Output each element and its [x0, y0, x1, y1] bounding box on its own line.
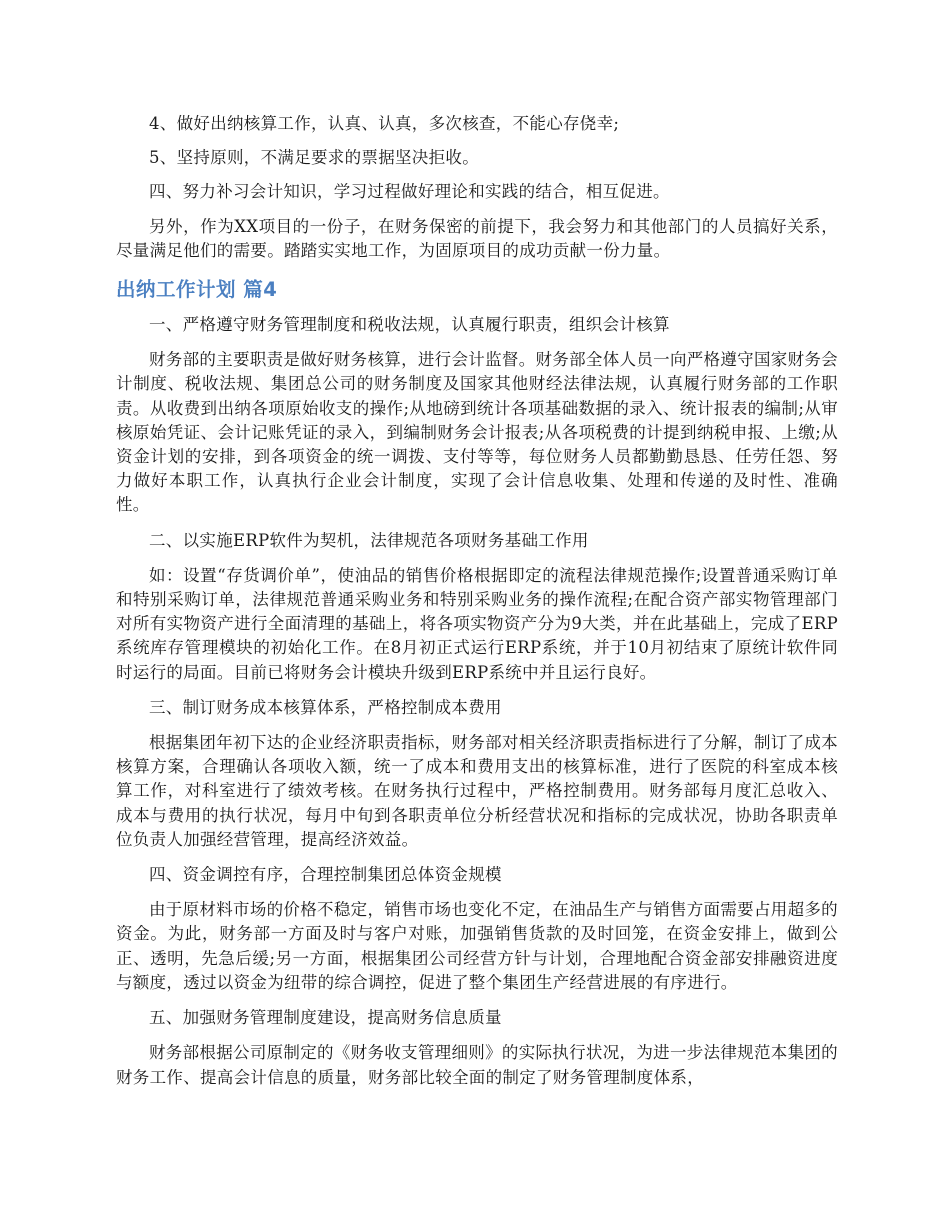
- body-4: 由于原材料市场的价格不稳定，销售市场也变化不定，在油品生产与销售方面需要占用超多的资金。为此，财务部一方面及时与客户对账，加强销售货款的及时回笼，在资金安排上，做到公正、透明，先急后缓;另一方面，根据集团公司经营方针与计划，合理地配合资金部安排融资进度与额度，透过以资金为纽带的综合调控，促进了整个集团生产经营进展的有序进行。: [116, 900, 838, 992]
- body-3: 根据集团年初下达的企业经济职责指标，财务部对相关经济职责指标进行了分解，制订了成本核算方案，合理确认各项收入额，统一了成本和费用支出的核算标准，进行了医院的科室成本核算工作，对科室进行了绩效考核。在财务执行过程中，严格控制费用。财务部每月度汇总收入、成本与费用的执行状况，每月中旬到各职责单位分析经营状况和指标的完成状况，协助各职责单位负责人加强经营管理，提高经济效益。: [116, 733, 838, 849]
- body-5: 财务部根据公司原制定的《财务收支管理细则》的实际执行状况，为进一步法律规范本集团的财务工作、提高会计信息的质量，财务部比较全面的制定了财务管理制度体系，: [116, 1043, 838, 1087]
- subheading-3: 三、制订财务成本核算体系，严格控制成本费用: [149, 697, 502, 717]
- subheading-5: 五、加强财务管理制度建设，提高财务信息质量: [149, 1008, 502, 1028]
- paragraph-item-5: 5、坚持原则，不满足要求的票据坚决拒收。: [149, 148, 479, 168]
- body-1: 财务部的主要职责是做好财务核算，进行会计监督。财务部全体人员一向严格遵守国家财务会计制度、税收法规、集团总公司的财务制度及国家其他财经法律法规，认真履行财务部的工作职责。从收费到出纳各项原始收支的操作;从地磅到统计各项基础数据的录入、统计报表的编制;从审核原始凭证、会计记账凭证的录入，到编制财务会计报表;从各项税费的计提到纳税申报、上缴;从资金计划的安排，到各项资金的统一调拨、支付等等，每位财务人员都勤勤恳恳、任劳任怨、努力做好本职工作，认真执行企业会计制度，实现了会计信息收集、处理和传递的及时性、准确性。: [116, 350, 838, 515]
- section-title: 出纳工作计划 篇4: [116, 278, 278, 302]
- subheading-2: 二、以实施ERP软件为契机，法律规范各项财务基础工作用: [149, 530, 589, 550]
- subheading-1: 一、严格遵守财务管理制度和税收法规，认真履行职责，组织会计核算: [149, 315, 670, 335]
- paragraph-item-study: 四、努力补习会计知识，学习过程做好理论和实践的结合，相互促进。: [149, 182, 670, 202]
- paragraph-conclusion: 另外，作为XX项目的一份子，在财务保密的前提下，我会努力和其他部门的人员搞好关系，尽量满足他们的需要。踏踏实实地工作，为固原项目的成功贡献一份力量。: [116, 216, 838, 260]
- subheading-4: 四、资金调控有序，合理控制集团总体资金规模: [149, 865, 502, 885]
- body-2: 如：设置“存货调价单”，使油品的销售价格根据即定的流程法律规范操作;设置普通采购订单和特别采购订单，法律规范普通采购业务和特别采购业务的操作流程;在配合资产部实物管理部门对所有实物资产进行全面清理的基础上，将各项实物资产分为9大类，并在此基础上，完成了ERP系统库存管理模块的初始化工作。在8月初正式运行ERP系统，并于10月初结束了原统计软件同时运行的局面。目前已将财务会计模块升级到ERP系统中并且运行良好。: [116, 565, 838, 682]
- paragraph-item-4: 4、做好出纳核算工作，认真、认真，多次核查，不能心存侥幸;: [149, 114, 620, 133]
